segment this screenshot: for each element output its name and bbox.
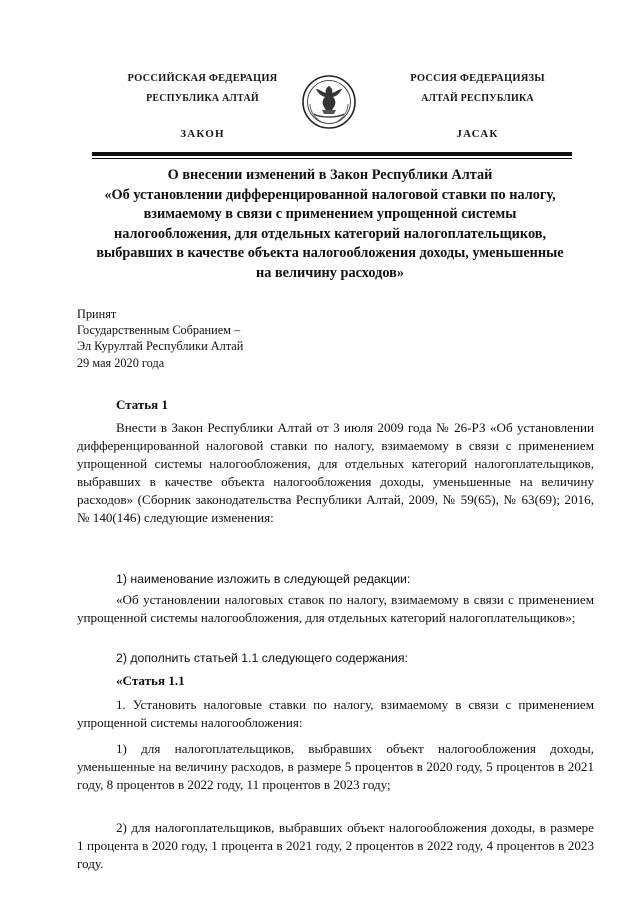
item-1: 1) наименование изложить в следующей редакции:: [116, 572, 411, 586]
article-1-1-p2: 1) для налогоплательщиков, выбравших объект налогообложения доходы, уменьшенные на величину расходов, в размере 5 процентов в 2020 году, 5 процентов в 2021 году, 8 процентов в 2022 году, 11 процентов в 2023 году;: [77, 741, 594, 792]
title-line: О внесении изменений в Закон Республики Алтай: [167, 167, 493, 183]
header-left: [105, 72, 300, 141]
item-1-text: «Об установлении налоговых ставок по налогу, взимаемому в связи с применением упрощенной системы налогообложения, для отдельных категорий налогоплательщиков»;: [77, 592, 594, 625]
law-title: [70, 166, 590, 283]
title-line: выбравших в качестве объекта налогообложения доходы, уменьшенные: [96, 245, 564, 261]
title-line: взимаемому в связи с применением упрощенной системы: [143, 206, 517, 222]
header-right-country: РОССИЯ ФЕДЕРАЦИЯЗЫ: [410, 73, 545, 84]
header-divider-thin: [92, 158, 572, 159]
title-line: «Об установлении дифференцированной налоговой ставки по налогу,: [104, 186, 556, 203]
article-1-1-p3: 2) для налогоплательщиков, выбравших объект налогообложения доходы, в размере 1 процента в 2020 году, 1 процента в 2021 году, 2 процентов в 2022 году, 4 процентов в 2023 году.: [77, 820, 594, 871]
article-1-1-p1: 1. Установить налоговые ставки по налогу, взимаемому в связи с применением упрощенной системы налогообложения:: [77, 697, 594, 730]
header-left-republic: РЕСПУБЛИКА АЛТАЙ: [146, 93, 259, 104]
header-left-country: РОССИЙСКАЯ ФЕДЕРАЦИЯ: [127, 73, 278, 84]
adoption-line: Принят: [77, 307, 117, 321]
article-1-intro: Внести в Закон Республики Алтай от 3 июля 2009 года № 26-РЗ «Об установлении дифференцированной налоговой ставки по налогу, взимаемому в связи с применением упрощенной системы налогообложения, для отдельных категорий налогоплательщиков, выбравших в качестве объекта налогообложения доходы, уменьшенные на величину расходов» (Сборник законодательства Республики Алтай, 2009, № 59(65), № 63(69); 2016, № 140(146) следующие изменения:: [77, 420, 594, 525]
header-right: [380, 72, 575, 141]
adoption-date: 29 мая 2020 года: [77, 355, 165, 370]
header-right-law: ЈАСАК: [456, 128, 499, 140]
article-1-heading: Статья 1: [116, 397, 168, 412]
header-right-republic: АЛТАЙ РЕСПУБЛИКА: [421, 93, 534, 104]
header-left-law: ЗАКОН: [180, 128, 225, 140]
adoption-block: [77, 306, 377, 371]
title-line: на величину расходов»: [255, 264, 405, 281]
coat-of-arms-icon: [300, 74, 358, 130]
adoption-line: Государственным Собранием –: [77, 323, 241, 338]
article-1-1-heading: «Статья 1.1: [116, 673, 185, 688]
title-line: налогообложения, для отдельных категорий налогоплательщиков,: [113, 225, 547, 242]
adoption-line: Эл Курултай Республики Алтай: [77, 339, 244, 354]
item-2: 2) дополнить статьей 1.1 следующего содержания:: [116, 651, 409, 665]
header-divider-thick: [92, 152, 572, 156]
